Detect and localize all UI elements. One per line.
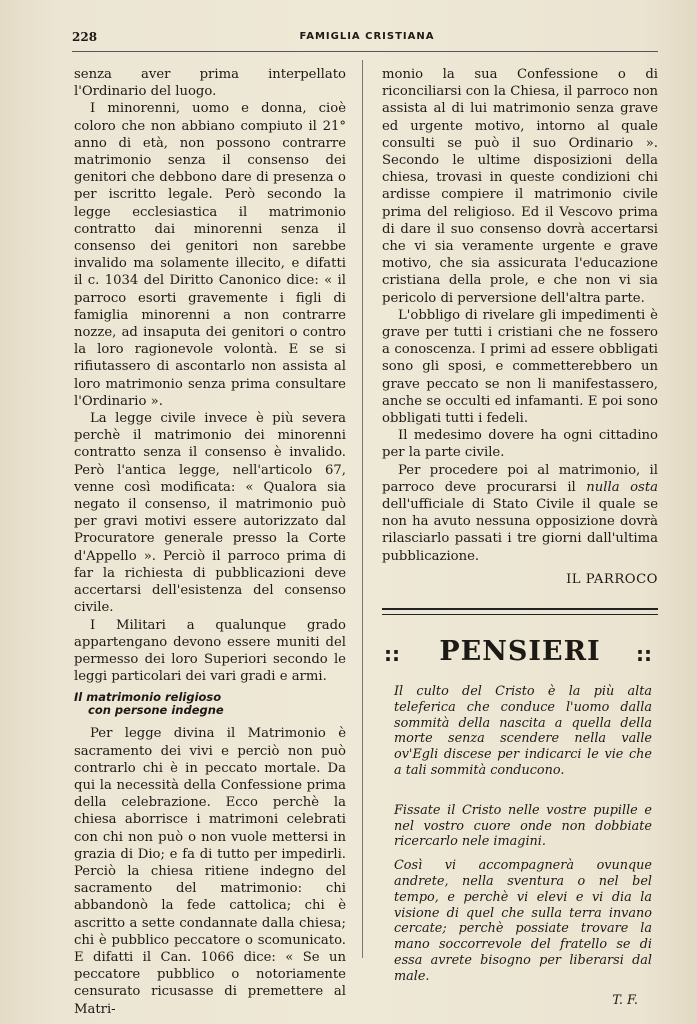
- running-title: FAMIGLIA CRISTIANA: [299, 31, 435, 42]
- paragraph: senza aver prima interpellato l'Ordinario del luogo.: [74, 67, 346, 100]
- subheading-line: con persone indegne: [88, 703, 224, 718]
- section-subheading: [74, 691, 346, 717]
- paragraph: La legge civile invece è più severa perchè il matrimonio dei minorenni contratto senza il consenso è invalido. Però l'antica legge, nell'articolo 67, venne così modificata: « Qualora sia negato il consenso, il matrimonio può per gravi motivi essere autorizzato dal Procuratore generale presso la Corte d'Appello ». Perciò il parroco prima di far la richiesta di pubblicazioni deve accertarsi dell'esistenza del consenso civile.: [74, 411, 346, 616]
- left-column: [74, 66, 346, 1018]
- pensieri-heading: [382, 636, 658, 670]
- paragraph: Per legge divina il Matrimonio è sacramento dei vivi e perciò non può contrarlo chi è in peccato mortale. Da qui la necessità della Confessione prima della celebrazione. Ecco perchè la chiesa aborrisce i matrimoni celebrati con chi non può o non vuole mettersi in grazia di Dio; e fa di tutto per impedirli. Perciò la chiesa ritiene indegno del sacramento del matrimonio: chi abbandonò la fede cattolica; chi è ascritto a sette condannate dalla chiesa; chi è pubblico peccatore o scomunicato. E difatti il Can. 1066 dice: « Se un peccatore pubblico o notoriamente censurato ricusasse di premettere al Matri-: [74, 726, 346, 1017]
- text-span: dell'ufficiale di Stato Civile il quale se non ha avuto nessuna opposizione dovrà rilasciarlo passati i tre giorni dall'ultima pubblicazione.: [382, 497, 658, 564]
- right-column: [382, 66, 658, 588]
- thought-paragraph: Così vi accompagnerà ovunque andrete, nella sventura o nel bel tempo, e perchè vi elevi e vi dia la visione di quel che sulla terra invano cercate; perchè possiate trovare la mano soccorrevole del fratello se di essa avrete bisogno per liberarsi dal male.: [394, 858, 652, 984]
- column-divider: [362, 60, 363, 958]
- paragraph: I minorenni, uomo e donna, cioè coloro che non abbiano compiuto il 21° anno di età, non possono contrarre matrimonio senza il consenso dei genitori che debbono dare di presenza o per iscritto legale. Però secondo la legge ecclesiastica il matrimonio contratto dai minorenni senza il consenso dei genitori non sarebbe invalido ma solamente illecito, e difatti il c. 1034 del Diritto Canonico dice: « il parroco esorti gravemente i figli di famiglia minorenni a non contrarre nozze, ad insaputa dei genitori o contro la loro ragionevole volontà. E se si rifiutassero di ascontarlo non assista al loro matrimonio senza prima consultare l'Ordinario ».: [74, 101, 346, 409]
- page-number: 228: [72, 30, 98, 44]
- paragraph: Il medesimo dovere ha ogni cittadino per la parte civile.: [382, 428, 658, 461]
- signature: IL PARROCO: [566, 571, 658, 587]
- page-header: [72, 28, 662, 48]
- subheading-line: Il matrimonio religioso: [74, 690, 222, 705]
- italic-term: nulla osta: [586, 479, 658, 495]
- ornament-dots-right: ::: [636, 642, 652, 666]
- header-rule: [72, 51, 658, 52]
- pensieri-text: [394, 684, 652, 1008]
- paragraph: L'obbligo di rivelare gli impedimenti è grave per tutti i cristiani che ne fossero a conoscenza. I primi ad essere obbligati sono gli sposi, e commetterebbero un grave peccato se non li manifestassero, anche se occulti ed infamanti. E poi sono obbligati tutti i fedeli.: [382, 307, 658, 427]
- paragraph: monio la sua Confessione o di riconciliarsi con la Chiesa, il parroco non assista al di lui matrimonio senza grave ed urgente motivo, intorno al quale consulti se può il suo Ordinario ». Secondo le ultime disposizioni della chiesa, trovasi in queste condizioni chi ardisse compiere il matrimonio civile prima del religioso. Ed il Vescovo prima di dare il suo consenso dovrà accertarsi che vi sia veramente urgente e grave motivo, che sia assicurata l'educazione cristiana della prole, e che non vi sia pericolo di perversione dell'altra parte.: [382, 67, 658, 306]
- ornament-dots-left: ::: [384, 642, 400, 666]
- paragraph: I Militari a qualunque grado appartengano devono essere muniti del permesso dei loro Superiori secondo le leggi particolari dei vari gradi e armi.: [74, 617, 346, 685]
- paragraph: [382, 462, 658, 565]
- pensieri-title: PENSIERI: [439, 636, 601, 667]
- thought-paragraph: Fissate il Cristo nelle vostre pupille e nel vostro cuore onde non dobbiate ricercarlo nele imagini.: [394, 802, 652, 850]
- thought-paragraph: Il culto del Cristo è la più alta teleferica che conduce l'uomo dalla sommità della nascita a quella della morte senza scendere nella valle ov'Egli discese per indicarci le vie che a tali sommità conducono.: [394, 684, 652, 778]
- text-span: Per procedere poi al matrimonio, il parroco deve procurarsi il: [382, 462, 658, 495]
- section-double-rule: [382, 608, 658, 615]
- author-initials: T. F.: [612, 992, 638, 1008]
